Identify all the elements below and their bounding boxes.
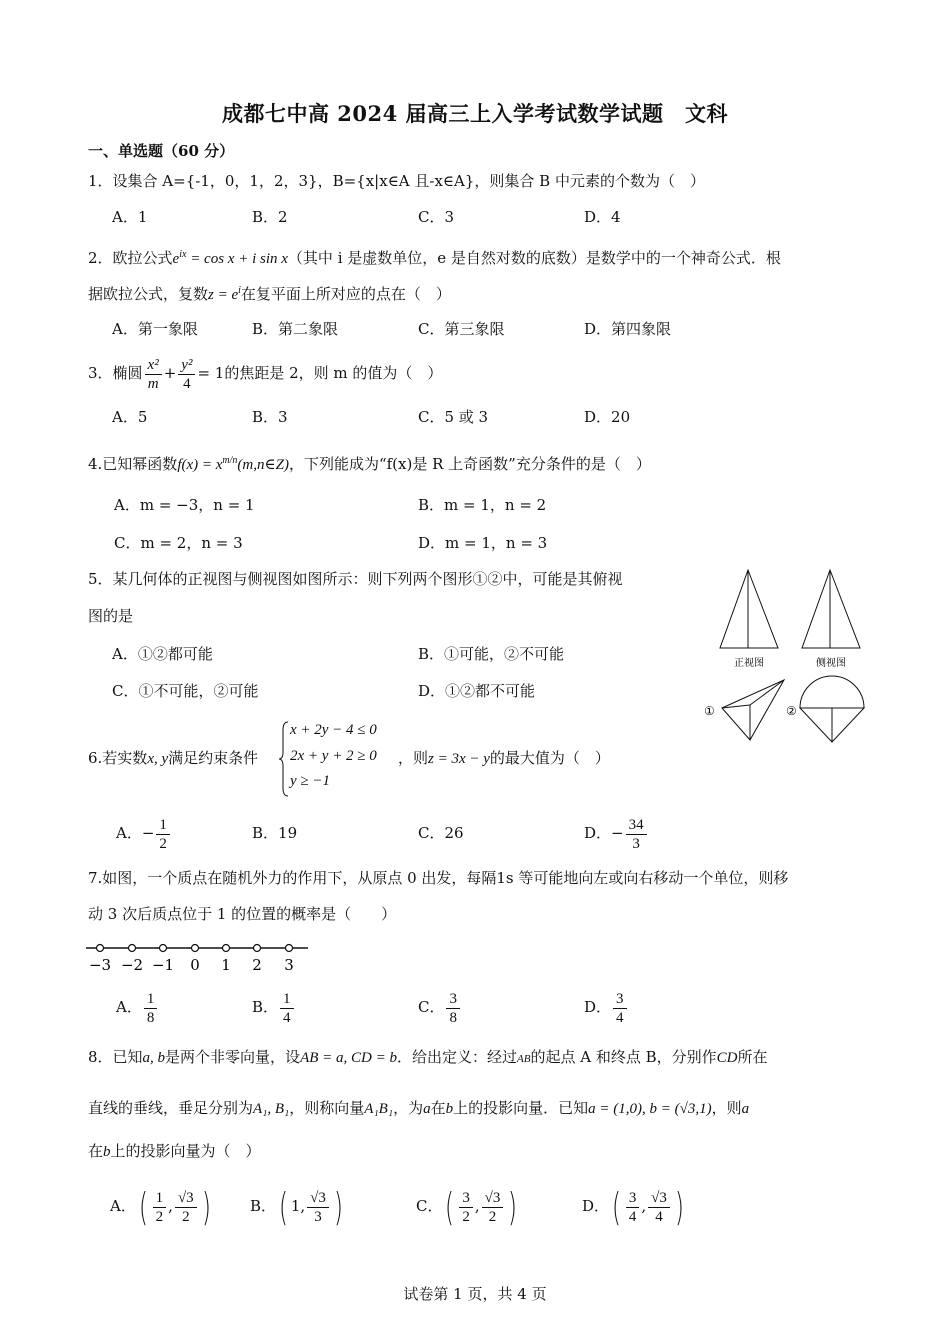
q5-option-d: D．①②都不可能 — [418, 682, 536, 700]
q6-option-c: C．26 — [418, 824, 464, 842]
q5-option-c: C．①不可能，②可能 — [112, 682, 259, 700]
q5-stem-line2: 图的是 — [88, 607, 134, 625]
front-view-figure — [720, 570, 778, 648]
number-line — [82, 938, 312, 978]
q6-option-d: D．− $\frac{34}{3}$ — [584, 814, 649, 853]
power-function: $f(x) = x^{m/n}(m,n\in Z)$ — [177, 455, 289, 473]
q8-option-b: B．( 1, $\frac{√3}{3}$ ) — [250, 1185, 343, 1229]
q1-option-d: D．4 — [584, 208, 621, 226]
q8-option-d: D．( $\frac{3}{4}$ , $\frac{√3}{4}$ ) — [582, 1185, 684, 1229]
q7-stem-line1: 7.如图，一个质点在随机外力的作用下，从原点 0 出发，每隔1s 等可能地向左或向右移动一个单位，则移 — [88, 869, 789, 887]
q8-option-a: A．( $\frac{1}{2}$ , $\frac{√3}{2}$ ) — [110, 1185, 211, 1229]
constraint-1: x + 2y − 4 ≤ 0 — [290, 722, 377, 738]
top-view-option-1 — [722, 680, 784, 740]
ellipse-term-y: $\frac{\text{y²}}{4}$ — [178, 356, 195, 393]
q3-option-c: C．5 或 3 — [418, 408, 489, 426]
q6-stem: 6.若实数x, y满足约束条件 — [88, 749, 259, 767]
page-footer: 试卷第 1 页，共 4 页 — [403, 1285, 547, 1303]
q2-option-d: D．第四象限 — [584, 320, 672, 338]
section-heading: 一、单选题（60 分） — [88, 142, 235, 160]
q2-option-a: A．第一象限 — [112, 320, 198, 338]
q7-option-a: A． $\frac{1}{8}$ — [116, 988, 159, 1027]
figure-2-label: ② — [786, 704, 797, 718]
constraint-3: y ≥ −1 — [290, 773, 331, 789]
q5-stem-line1: 5．某几何体的正视图与侧视图如图所示：则下列两个图形①②中，可能是其俯视 — [88, 570, 623, 588]
q2-option-c: C．第三象限 — [418, 320, 505, 338]
q3-option-b: B．3 — [252, 408, 288, 426]
euler-formula: $e^{ix} = \cos x + i$ sin x — [172, 249, 288, 267]
q3-stem: 3．椭圆 $\frac{\text{x²}}{m}$ + $\frac{\text{y²}}{4}$ = 1的焦距是 2，则 m 的值为（ ） — [88, 356, 443, 392]
tick-label: 1 — [221, 956, 231, 974]
q5-option-b: B．①可能，②不可能 — [418, 645, 565, 663]
q1-stem: 1．设集合 A={-1，0，1，2，3}，B={x|x∈A 且-x∈A}，则集合 B 中元素的个数为（ ） — [88, 172, 705, 190]
tick-label: −1 — [151, 956, 175, 974]
q7-option-d: D． $\frac{3}{4}$ — [584, 988, 629, 1027]
q2-stem-line1: 2．欧拉公式$e^{ix} = \cos x + i$ sin x（其中 i 是虚数单位，e 是自然对数的底数）是数学中的一个神奇公式．根 — [88, 249, 781, 267]
q8-stem-line2: 直线的垂线，垂足分别为A₁, B₁，则称向量A₁B₁，为a在b上的投影向量．已知a = (1,0), b = (√3,1)，则a — [88, 1099, 750, 1117]
q1-option-a: A．1 — [112, 208, 148, 226]
q5-option-a: A．①②都可能 — [112, 645, 213, 663]
q7-option-c: C． $\frac{3}{8}$ — [418, 988, 462, 1027]
q5-figure — [700, 560, 880, 750]
q6-option-b: B．19 — [252, 824, 298, 842]
front-view-label: 正视图 — [734, 658, 764, 669]
top-view-option-2 — [800, 676, 864, 742]
q8-stem-line1: 8．已知a, b是两个非零向量，设AB = a, CD = b．给出定义：经过AB的起点 A 和终点 B，分别作CD所在 — [88, 1048, 768, 1066]
q3-option-a: A．5 — [112, 408, 148, 426]
q4-option-d: D．m = 1，n = 3 — [418, 534, 548, 552]
ellipse-term-x: $\frac{\text{x²}}{m}$ — [145, 356, 162, 393]
q6-option-a: A．− $\frac{1}{2}$ — [116, 814, 172, 853]
constraint-2: 2x + y + 2 ≥ 0 — [290, 748, 377, 764]
q7-stem-line2: 动 3 次后质点位于 1 的位置的概率是（ ） — [88, 905, 397, 923]
constraint-brace — [278, 720, 290, 798]
q2-option-b: B．第二象限 — [252, 320, 339, 338]
q1-option-c: C．3 — [418, 208, 455, 226]
q2-stem-line2: 据欧拉公式，复数$z = e^i$在复平面上所对应的点在（ ） — [88, 285, 451, 303]
q3-option-d: D．20 — [584, 408, 631, 426]
tick-label: 0 — [190, 956, 200, 974]
tick-label: −3 — [88, 956, 112, 974]
q4-stem: 4.已知幂函数$f(x) = x^{m/n}(m,n\in Z)$，下列能成为“f(x)是 R 上奇函数”充分条件的是（ ） — [88, 455, 651, 473]
q6-stem-tail: ，则z = 3x − y的最大值为（ ） — [398, 749, 610, 767]
figure-1-label: ① — [704, 704, 715, 718]
q4-option-c: C．m = 2，n = 3 — [114, 534, 243, 552]
q4-option-b: B．m = 1，n = 2 — [418, 496, 547, 514]
q7-option-b: B． $\frac{1}{4}$ — [252, 988, 296, 1027]
q4-option-a: A．m = −3，n = 1 — [114, 496, 255, 514]
q8-option-c: C．( $\frac{3}{2}$ , $\frac{√3}{2}$ ) — [416, 1185, 518, 1229]
tick-label: 2 — [252, 956, 262, 974]
q1-option-b: B．2 — [252, 208, 288, 226]
complex-z: $z = e^i$ — [208, 285, 241, 303]
tick-label: −2 — [120, 956, 144, 974]
side-view-figure — [802, 570, 860, 648]
side-view-label: 侧视图 — [816, 658, 846, 669]
tick-label: 3 — [284, 956, 294, 974]
q8-stem-line3: 在b上的投影向量为（ ） — [88, 1142, 261, 1160]
page-title: 成都七中高 2024 届高三上入学考试数学试题 文科 — [221, 101, 729, 126]
